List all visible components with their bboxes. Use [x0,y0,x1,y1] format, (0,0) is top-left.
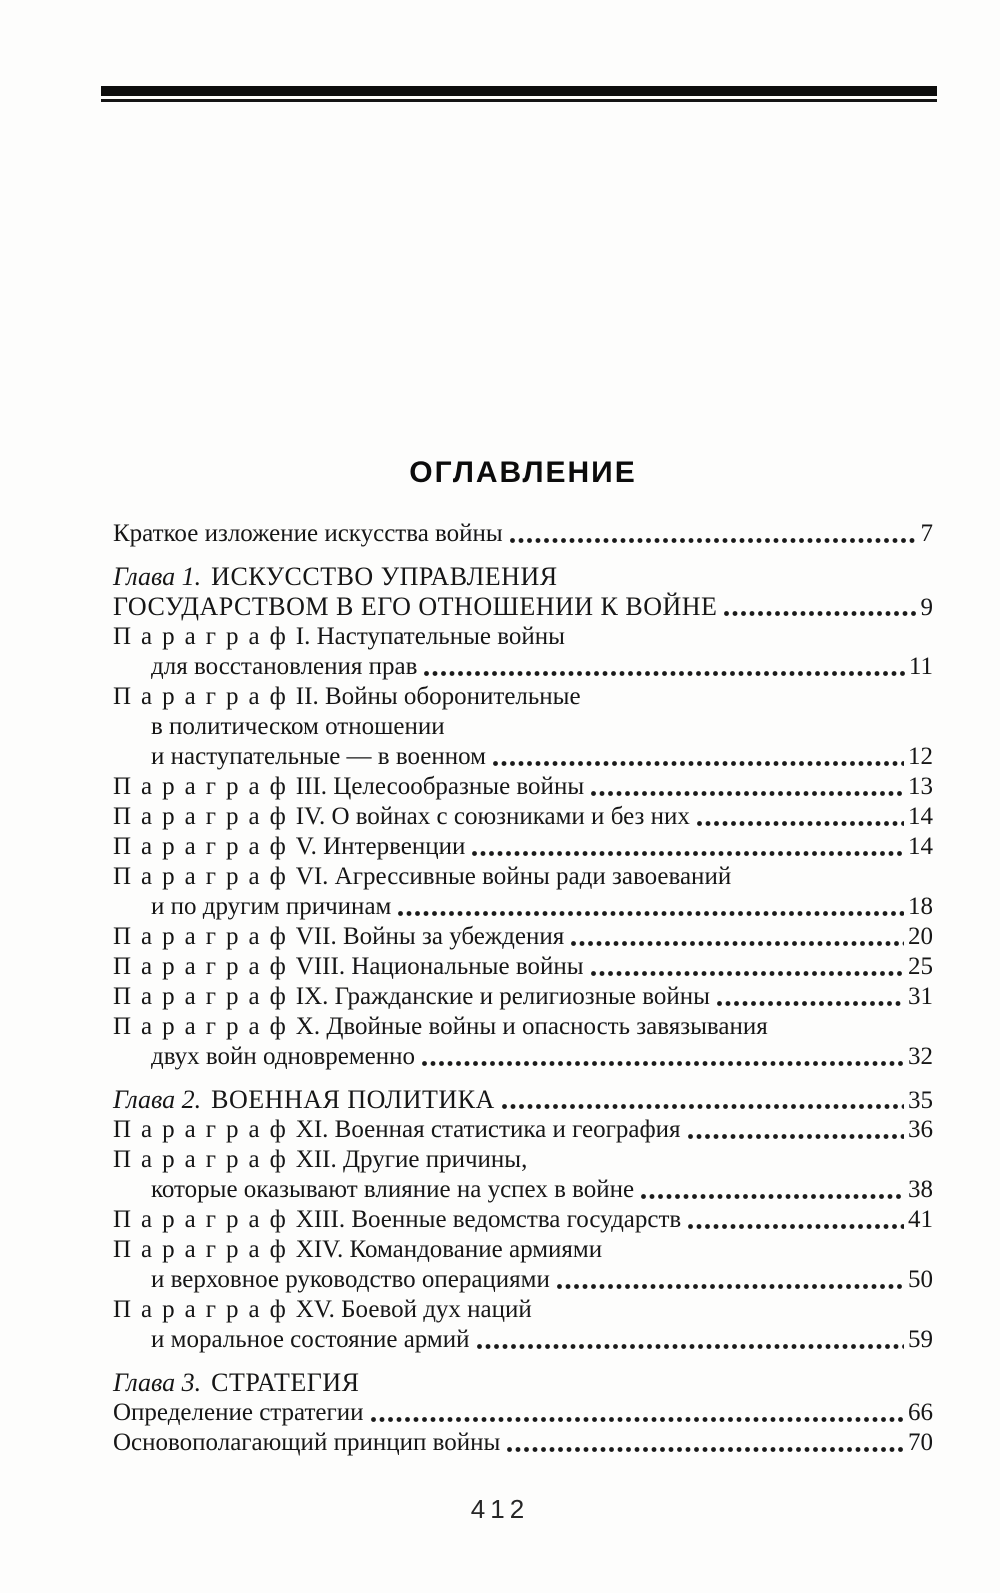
page-number: 66 [908,1399,933,1426]
toc-entry-chapter [113,592,933,622]
page-number: 50 [908,1266,933,1293]
dot-leader [370,1414,904,1424]
dot-leader [590,788,904,798]
page-number: 59 [908,1326,933,1353]
page-number: 14 [908,833,933,860]
dot-leader [696,818,904,828]
page-title: ОГЛАВЛЕНИЕ [409,456,637,489]
toc-entry [113,1012,933,1042]
toc-entry-chapter [113,1368,933,1398]
entry-label: ГОСУДАРСТВОМ В ЕГО ОТНОШЕНИИ К ВОЙНЕ [113,592,718,621]
entry-label: и верховное руководство операциями [151,1266,550,1293]
dot-leader [723,608,916,618]
paragraph-label: Параграф [113,1146,296,1173]
entry-label: Определение стратегии [113,1399,364,1426]
entry-label: IX. Гражданские и религиозные войны [295,983,710,1010]
paragraph-label: Параграф [113,623,296,650]
dot-leader [509,535,917,545]
toc-entry [113,622,933,652]
paragraph-label: Параграф [113,1206,296,1233]
dot-leader [590,968,904,978]
dot-leader [640,1191,904,1201]
paragraph-label: Параграф [113,1296,296,1323]
toc-entry [113,862,933,892]
page-number: 31 [908,983,933,1010]
toc-entry-continuation [113,1175,933,1205]
page-number: 18 [908,893,933,920]
entry-label: Основополагающий принцип войны [113,1429,501,1456]
toc-entry [113,922,933,952]
page-number: 12 [908,743,933,770]
page-number: 14 [908,803,933,830]
entry-label: XII. Другие причины, [295,1146,528,1173]
chapter-label: Глава 3. [113,1368,202,1397]
toc-entry-continuation [113,712,933,742]
entry-label: VII. Войны за убеждения [295,923,565,950]
chapter-label: Глава 2. [113,1085,202,1114]
toc-entry [113,982,933,1012]
page-number: 70 [908,1429,933,1456]
entry-label: и по другим причинам [151,893,392,920]
paragraph-label: Параграф [113,1013,296,1040]
entry-label: VIII. Национальные войны [295,953,584,980]
toc-entry [113,519,933,549]
entry-label: IV. О войнах с союзниками и без них [295,803,690,830]
entry-label: XIII. Военные ведомства государств [295,1206,682,1233]
dot-leader [423,668,904,678]
paragraph-label: Параграф [113,773,296,800]
entry-label: VI. Агрессивные войны ради завоеваний [295,863,732,890]
toc-entry-continuation [113,652,933,682]
toc-entry-continuation [113,1265,933,1295]
page-number: 20 [908,923,933,950]
entry-label: I. Наступательные войны [295,623,565,650]
toc-entry [113,952,933,982]
double-rule-divider [101,86,937,102]
entry-label: которые оказывают влияние на успех в войне [151,1176,635,1203]
toc-entry-chapter [113,1085,933,1115]
entry-label: XI. Военная статистика и география [295,1116,681,1143]
entry-label: ВОЕННАЯ ПОЛИТИКА [211,1085,495,1114]
page-number: 32 [908,1043,933,1070]
toc-entry [113,1145,933,1175]
entry-label: и моральное состояние армий [151,1326,470,1353]
toc-entry [113,682,933,712]
paragraph-label: Параграф [113,923,296,950]
entry-label: в политическом отношении [151,713,445,740]
toc-entry [113,1428,933,1458]
entry-label: V. Интервенции [295,833,466,860]
toc-entry [113,1235,933,1265]
toc-entry [113,1205,933,1235]
page-number: 9 [920,594,933,621]
entry-label: X. Двойные войны и опасность завязывания [295,1013,768,1040]
entry-label: ИСКУССТВО УПРАВЛЕНИЯ [211,562,558,591]
entry-label: II. Войны оборонительные [295,683,581,710]
paragraph-label: Параграф [113,803,296,830]
toc-entry [113,1295,933,1325]
page-number: 13 [908,773,933,800]
paragraph-label: Параграф [113,833,296,860]
dot-leader [506,1444,904,1454]
page-number: 7 [920,520,933,547]
paragraph-label: Параграф [113,1116,296,1143]
dot-leader [687,1221,904,1231]
toc-entry-continuation [113,892,933,922]
paragraph-label: Параграф [113,863,296,890]
dot-leader [556,1281,904,1291]
toc-entry-continuation [113,1042,933,1072]
page-number: 38 [908,1176,933,1203]
toc-entry [113,802,933,832]
paragraph-label: Параграф [113,983,296,1010]
entry-label: СТРАТЕГИЯ [211,1368,360,1397]
chapter-label: Глава 1. [113,562,202,591]
table-of-contents [113,519,933,1458]
page-number: 25 [908,953,933,980]
dot-leader [687,1131,904,1141]
entry-label: XV. Боевой дух наций [295,1296,532,1323]
dot-leader [421,1058,904,1068]
paragraph-label: Параграф [113,1236,296,1263]
entry-label: и наступательные — в военном [151,743,486,770]
toc-entry-continuation [113,1325,933,1355]
page-number: 35 [908,1087,933,1114]
entry-label: двух войн одновременно [151,1043,416,1070]
page-number: 41 [908,1206,933,1233]
toc-entry [113,832,933,862]
entry-label: III. Целесообразные войны [295,773,585,800]
dot-leader [471,848,904,858]
page-number: 36 [908,1116,933,1143]
toc-entry [113,1115,933,1145]
toc-entry [113,772,933,802]
paragraph-label: Параграф [113,953,296,980]
page-number: 11 [908,653,933,680]
folio-page-number: 412 [470,1494,530,1524]
toc-entry-chapter [113,562,933,592]
dot-leader [570,938,904,948]
dot-leader [397,908,904,918]
dot-leader [501,1101,904,1111]
toc-entry [113,1398,933,1428]
toc-entry-continuation [113,742,933,772]
entry-label: Краткое изложение искусства войны [113,520,503,547]
dot-leader [492,758,904,768]
entry-label: для восстановления прав [151,653,418,680]
paragraph-label: Параграф [113,683,296,710]
entry-label: XIV. Командование армиями [295,1236,603,1263]
dot-leader [716,998,904,1008]
dot-leader [476,1341,904,1351]
